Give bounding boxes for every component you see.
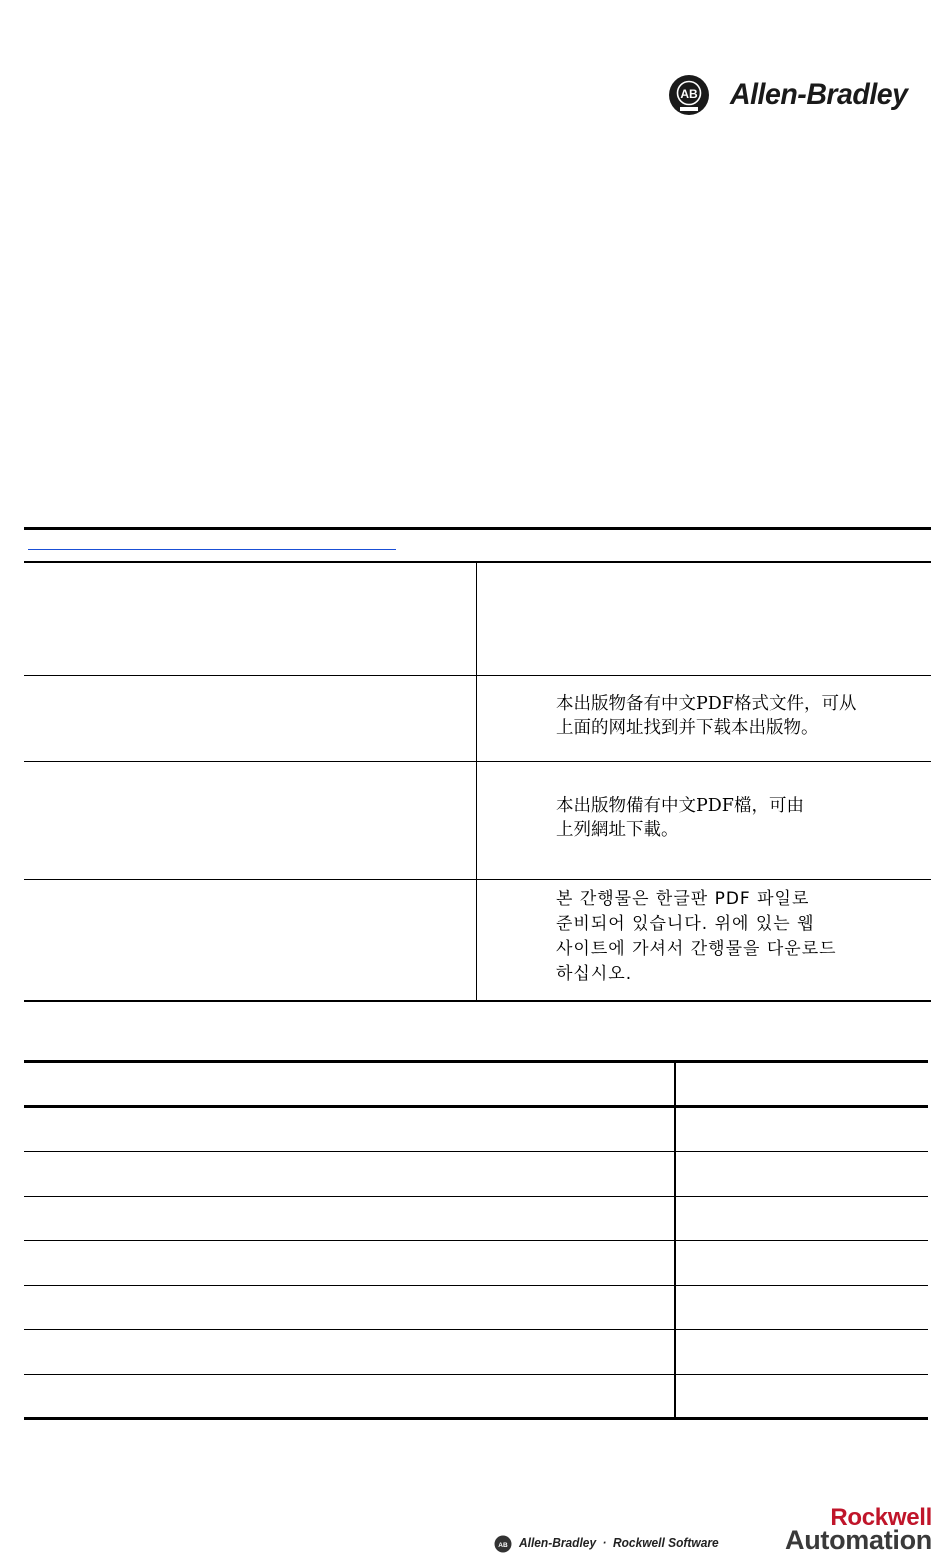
- allen-bradley-small-seal-icon: [494, 1535, 512, 1553]
- footer-brands: [519, 1535, 719, 1550]
- korean-text: 본 간행물은 한글판 PDF 파일로 준비되어 있습니다. 위에 있는 웹 사이트에 가셔서 간행물을 다운로드 하십시오.: [556, 889, 837, 984]
- lower-table-row-rule: [24, 1329, 928, 1330]
- publication-link[interactable]: [28, 549, 396, 550]
- automation-logo-word: Automation: [785, 1525, 932, 1555]
- lower-table-header-rule: [24, 1105, 928, 1108]
- lower-table-top-rule: [24, 1060, 928, 1063]
- footer-separator: ·: [602, 1535, 607, 1550]
- table-rule: [24, 761, 931, 762]
- table-rule: [24, 879, 931, 880]
- footer-brand-allen-bradley: Allen-Bradley: [519, 1535, 597, 1550]
- traditional-chinese-text: 本出版物備有中文PDF檔，可由 上列網址下載。: [556, 796, 804, 840]
- simplified-chinese-text: 本出版物备有中文PDF格式文件，可从 上面的网址找到并下载本出版物。: [556, 694, 857, 738]
- table-column-divider: [476, 562, 477, 1001]
- table-rule: [24, 1000, 931, 1002]
- lower-table-bottom-rule: [24, 1417, 928, 1420]
- table-rule: [24, 675, 931, 676]
- lower-table-column-divider: [674, 1062, 676, 1418]
- table-rule: [24, 561, 931, 563]
- lower-table-row-rule: [24, 1196, 928, 1197]
- table-top-rule: [24, 527, 931, 530]
- svg-text:AB: AB: [680, 87, 698, 101]
- svg-text:AB: AB: [498, 1542, 508, 1549]
- lower-table-row-rule: [24, 1374, 928, 1375]
- lower-table-row-rule: [24, 1240, 928, 1241]
- allen-bradley-seal-icon: [668, 74, 710, 116]
- footer-brand-rockwell-software: Rockwell Software: [612, 1535, 719, 1550]
- lower-table-row-rule: [24, 1151, 928, 1152]
- brand-name: Allen-Bradley: [730, 78, 908, 111]
- lower-table-row-rule: [24, 1285, 928, 1286]
- rockwell-logo-word: Rockwell: [830, 1504, 932, 1531]
